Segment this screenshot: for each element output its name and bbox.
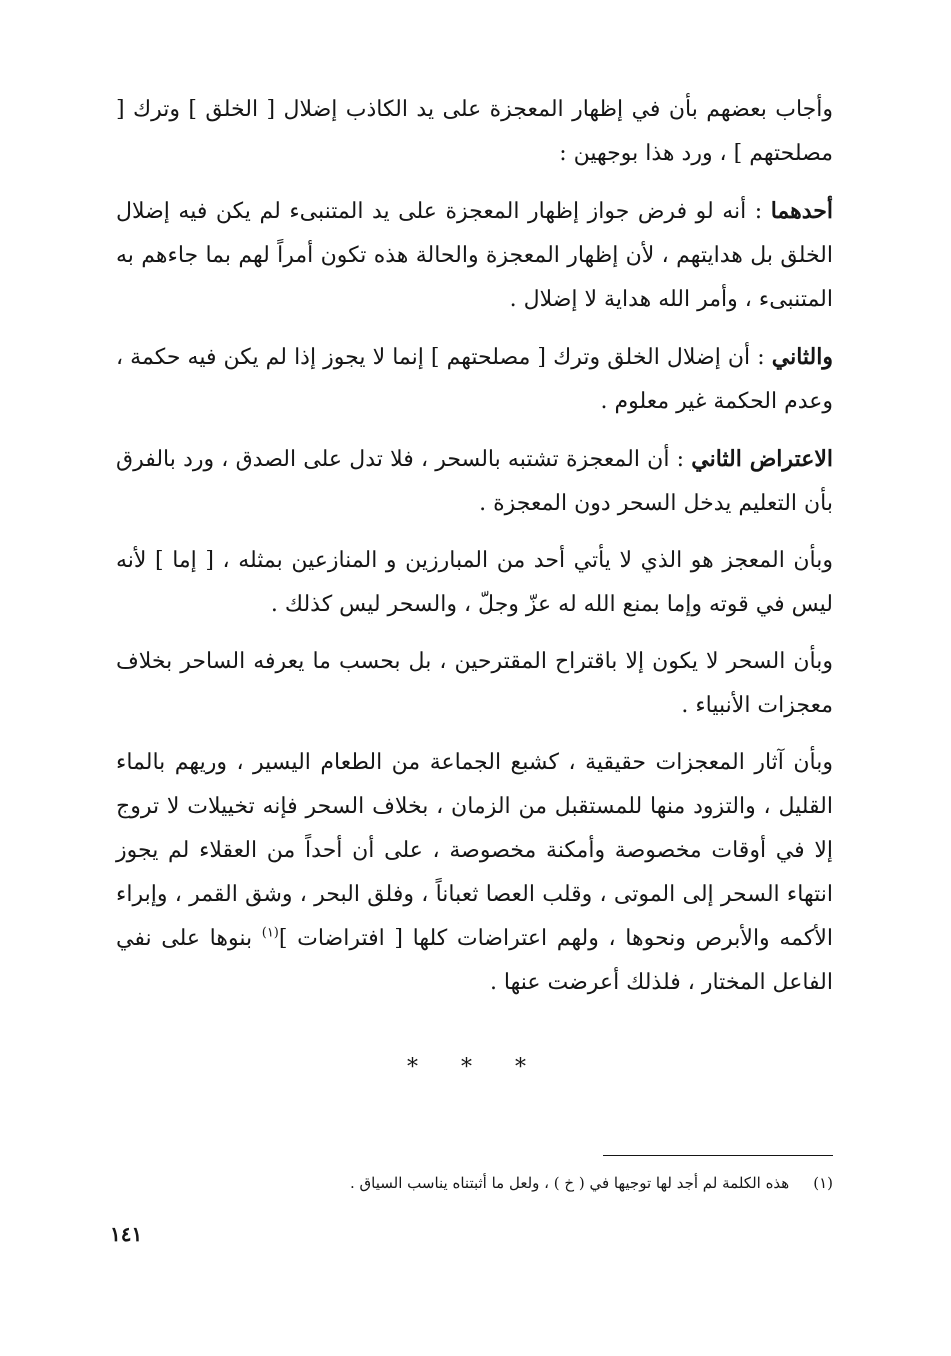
paragraph-3 xyxy=(116,335,833,424)
paragraph-5 xyxy=(116,539,833,627)
footnote-reference[interactable]: (١) xyxy=(261,925,279,941)
footnote-text: هذه الكلمة لم أجد لها توجيها في ( خ ) ، ولعل ما أثبتناه يناسب السياق . xyxy=(350,1174,790,1192)
paragraph-3-lead: والثاني xyxy=(771,344,833,370)
paragraph-7-tail: بنوها على نفي الفاعل المختار ، فلذلك أعرضت عنها . xyxy=(116,926,833,995)
page-number: ١٤١ xyxy=(110,1222,143,1246)
paragraph-5-text: وبأن المعجز هو الذي لا يأتي أحد من المبارزين و المنازعين بمثله ، [ إما ] لأنه ليس في قوته وإما بمنع الله له عزّ وجلّ ، والسحر ليس كذلك . xyxy=(116,548,833,617)
section-separator: * * * xyxy=(407,1055,544,1080)
paragraph-4-text: : أن المعجزة تشتبه بالسحر ، فلا تدل على الصدق ، ورد بالفرق بأن التعليم يدخل السحر دون المعجزة . xyxy=(116,447,833,516)
paragraph-2-lead: أحدهما xyxy=(770,198,833,224)
footnote-divider xyxy=(603,1155,833,1156)
paragraph-6 xyxy=(116,640,833,728)
paragraph-2 xyxy=(116,189,833,322)
main-text xyxy=(116,88,833,1018)
paragraph-3-text: : أن إضلال الخلق وترك [ مصلحتهم ] إنما لا يجوز إذا لم يكن فيه حكمة ، وعدم الحكمة غير معلوم . xyxy=(116,345,833,414)
paragraph-7-text: وبأن آثار المعجزات حقيقية ، كشبع الجماعة من الطعام اليسير ، وريهم بالماء القليل ، والتزود منها للمستقبل من الزمان ، بخلاف السحر فإنه تخييلات لا تروج إلا في أوقات مخصوصة وأمكنة مخصوصة ، على أن أحداً من العقلاء لم يجوز انتهاء السحر إلى الموتى ، وقلب العصا ثعباناً ، وفلق البحر ، وشق القمر ، وإبراء الأكمه والأبرص ونحوها ، ولهم اعتراضات كلها [ افتراضات ] xyxy=(116,750,833,951)
footnote xyxy=(116,1168,833,1198)
footnote-number: (١) xyxy=(813,1174,833,1192)
paragraph-7 xyxy=(116,741,833,1005)
paragraph-2-text: : أنه لو فرض جواز إظهار المعجزة على يد المتنبىء لم يكن فيه إضلال الخلق بل هدايتهم ، لأن إظهار المعجزة والحالة هذه تكون أمراً لهم بما جاءهم به المتنبىء ، وأمر الله هداية لا إضلال . xyxy=(116,199,833,312)
paragraph-4 xyxy=(116,437,833,526)
paragraph-1-text: وأجاب بعضهم بأن في إظهار المعجزة على يد الكاذب إضلال [ الخلق ] وترك [ مصلحتهم ] ، ورد هذا بوجهين : xyxy=(116,97,833,166)
paragraph-6-text: وبأن السحر لا يكون إلا باقتراح المقترحين ، بل بحسب ما يعرفه الساحر بخلاف معجزات الأنبياء . xyxy=(116,649,833,718)
paragraph-4-lead: الاعتراض الثاني xyxy=(691,446,833,472)
paragraph-1 xyxy=(116,88,833,176)
